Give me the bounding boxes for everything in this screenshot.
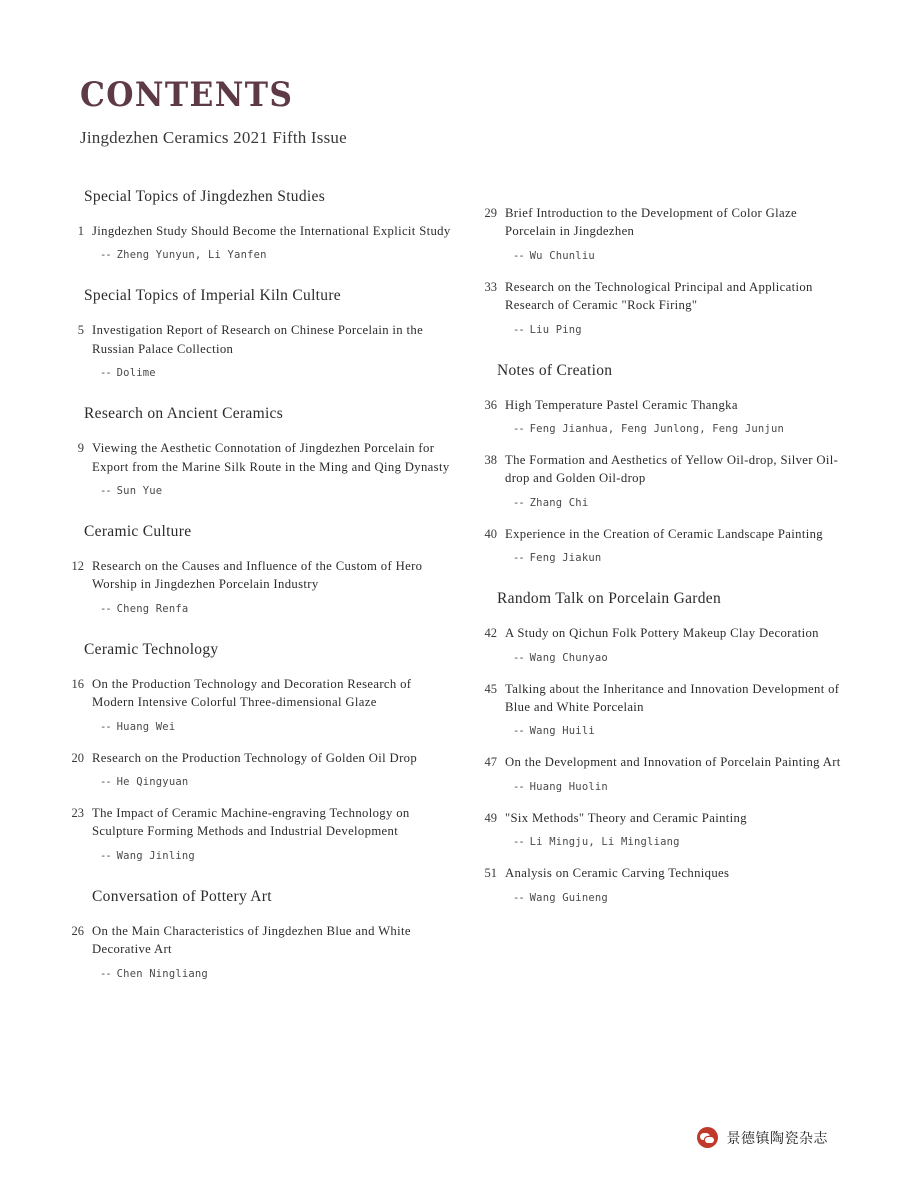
author-names: He Qingyuan	[116, 776, 189, 789]
author-dash-icon: --	[513, 323, 524, 336]
entry-body	[92, 557, 453, 615]
entry-title[interactable]: The Impact of Ceramic Machine-engraving Technology on Sculpture Forming Methods and Industrial Development	[92, 806, 410, 839]
issue-subtitle: Jingdezhen Ceramics 2021 Fifth Issue	[80, 127, 347, 147]
author-names: Wang Huili	[529, 725, 595, 738]
author-dash-icon: --	[513, 423, 524, 436]
author-names: Li Mingju, Li Mingliang	[529, 836, 680, 849]
entry-title[interactable]: Research on the Production Technology of Golden Oil Drop	[92, 750, 418, 765]
author-dash-icon: --	[513, 552, 524, 565]
entry-body	[505, 864, 848, 903]
entry-page-number: 5	[77, 323, 84, 338]
contents-columns	[58, 188, 848, 980]
author-names: Chen Ningliang	[116, 967, 208, 980]
entry-body	[92, 804, 453, 862]
entry-page-number: 23	[71, 806, 84, 821]
entry-title[interactable]: "Six Methods" Theory and Ceramic Painting	[505, 810, 747, 825]
entry-title[interactable]: A Study on Qichun Folk Pottery Makeup Clay Decoration	[505, 626, 819, 641]
section-heading: Ceramic Culture	[84, 523, 192, 541]
entry-body	[505, 525, 848, 564]
author-dash-icon: --	[100, 367, 111, 380]
toc-entry[interactable]	[58, 749, 453, 788]
entry-body	[505, 278, 848, 336]
toc-entry[interactable]	[471, 278, 848, 336]
entry-authors	[92, 603, 453, 615]
entry-title[interactable]: Experience in the Creation of Ceramic Landscape Painting	[505, 526, 823, 541]
entry-body	[505, 680, 848, 738]
entry-authors	[505, 324, 848, 336]
entry-authors	[505, 497, 848, 509]
entry-title[interactable]: Brief Introduction to the Development of Color Glaze Porcelain in Jingdezhen	[505, 206, 797, 239]
entry-page-number: 9	[77, 441, 84, 456]
entry-page-number: 42	[484, 626, 497, 641]
entry-authors	[92, 367, 453, 379]
author-dash-icon: --	[513, 891, 524, 904]
page-title: CONTENTS	[80, 75, 294, 115]
author-names: Feng Jianhua, Feng Junlong, Feng Junjun	[529, 423, 784, 436]
entry-body	[505, 624, 848, 663]
entry-title[interactable]: On the Production Technology and Decoration Research of Modern Intensive Colorful Three-dimensional Glaze	[92, 676, 412, 710]
section-heading: Conversation of Pottery Art	[92, 887, 272, 905]
entry-authors	[505, 836, 848, 848]
author-names: Sun Yue	[116, 485, 163, 498]
entry-page-number: 12	[71, 559, 84, 574]
entry-title[interactable]: High Temperature Pastel Ceramic Thangka	[505, 397, 738, 412]
entry-body	[505, 204, 848, 262]
entry-authors	[92, 776, 453, 788]
entry-title[interactable]: Research on the Causes and Influence of the Custom of Hero Worship in Jingdezhen Porcelain Industry	[92, 559, 423, 592]
entry-body	[92, 675, 453, 733]
entry-page-number: 26	[71, 923, 84, 938]
section-heading: Random Talk on Porcelain Garden	[497, 590, 722, 608]
entry-title[interactable]: Research on the Technological Principal and Application Research of Ceramic "Rock Firing"	[505, 279, 813, 313]
entry-authors	[505, 781, 848, 793]
author-dash-icon: --	[100, 776, 111, 789]
entry-title[interactable]: Talking about the Inheritance and Innovation Development of Blue and White Porcelain	[505, 681, 840, 715]
entry-title[interactable]: Investigation Report of Research on Chinese Porcelain in the Russian Palace Collection	[92, 323, 424, 356]
author-dash-icon: --	[513, 725, 524, 738]
author-dash-icon: --	[100, 602, 111, 615]
entry-page-number: 47	[484, 755, 497, 770]
toc-entry[interactable]	[58, 222, 453, 261]
contents-column-right	[453, 188, 848, 980]
entry-body	[92, 922, 453, 980]
entry-authors	[92, 249, 453, 261]
author-dash-icon: --	[100, 967, 111, 980]
entry-page-number: 20	[71, 750, 84, 765]
entry-page-number: 40	[484, 526, 497, 541]
entry-page-number: 51	[484, 866, 497, 881]
author-dash-icon: --	[513, 651, 524, 664]
section-heading: Research on Ancient Ceramics	[84, 405, 284, 423]
entry-authors	[505, 552, 848, 564]
toc-entry[interactable]	[471, 396, 848, 435]
entry-page-number: 38	[484, 453, 497, 468]
toc-entry[interactable]	[58, 922, 453, 980]
author-names: Wang Guineng	[529, 891, 608, 904]
wechat-icon	[697, 1127, 718, 1148]
entry-authors	[505, 423, 848, 435]
entry-authors	[92, 721, 453, 733]
author-dash-icon: --	[513, 836, 524, 849]
entry-page-number: 1	[77, 224, 84, 238]
entry-body	[505, 451, 848, 509]
toc-entry[interactable]	[58, 321, 453, 379]
entry-page-number: 45	[484, 681, 497, 696]
author-names: Wu Chunliu	[529, 249, 595, 262]
entry-page-number: 36	[484, 397, 497, 412]
toc-entry[interactable]	[471, 624, 848, 663]
toc-entry[interactable]	[471, 451, 848, 509]
entry-authors	[505, 652, 848, 664]
contents-column-left	[58, 188, 453, 980]
entry-authors	[92, 968, 453, 980]
entry-title[interactable]: The Formation and Aesthetics of Yellow Oil-drop, Silver Oil-drop and Golden Oil-drop	[505, 453, 839, 486]
masthead	[80, 75, 780, 148]
section-heading: Special Topics of Jingdezhen Studies	[84, 188, 326, 205]
toc-entry[interactable]	[471, 204, 848, 262]
author-names: Feng Jiakun	[529, 552, 602, 565]
entry-body	[92, 749, 453, 788]
author-dash-icon: --	[100, 849, 111, 862]
toc-entry[interactable]	[471, 753, 848, 792]
entry-page-number: 29	[484, 206, 497, 220]
author-names: Dolime	[116, 367, 156, 380]
author-names: Huang Huolin	[529, 780, 608, 793]
toc-entry[interactable]	[58, 675, 453, 733]
author-dash-icon: --	[100, 249, 111, 262]
author-dash-icon: --	[100, 720, 111, 733]
entry-title[interactable]: Jingdezhen Study Should Become the International Explicit Study	[92, 224, 451, 238]
entry-title[interactable]: On the Development and Innovation of Porcelain Painting Art	[505, 755, 841, 770]
entry-authors	[505, 725, 848, 737]
entry-authors	[92, 850, 453, 862]
brand-label: 景德镇陶瓷杂志	[726, 1130, 828, 1147]
author-dash-icon: --	[513, 496, 524, 509]
entry-title[interactable]: Viewing the Aesthetic Connotation of Jingdezhen Porcelain for Export from the Marine Silk Route in the Ming and Qing Dynasty	[92, 441, 450, 474]
entry-body	[92, 222, 453, 261]
author-names: Wang Jinling	[116, 849, 195, 862]
entry-page-number: 33	[484, 279, 497, 294]
toc-entry[interactable]	[471, 680, 848, 738]
entry-title[interactable]: On the Main Characteristics of Jingdezhen Blue and White Decorative Art	[92, 923, 411, 957]
toc-entry[interactable]	[471, 864, 848, 903]
author-names: Huang Wei	[116, 720, 176, 733]
entry-authors	[505, 892, 848, 904]
toc-entry[interactable]	[58, 804, 453, 862]
entry-title[interactable]: Analysis on Ceramic Carving Techniques	[505, 866, 730, 881]
footer-brand	[697, 1127, 829, 1148]
entry-page-number: 16	[71, 676, 84, 691]
entry-page-number: 49	[484, 810, 497, 825]
entry-body	[92, 321, 453, 379]
author-dash-icon: --	[513, 780, 524, 793]
entry-body	[505, 809, 848, 848]
author-dash-icon: --	[513, 249, 524, 262]
entry-body	[505, 753, 848, 792]
author-names: Liu Ping	[529, 323, 582, 336]
author-dash-icon: --	[100, 485, 111, 498]
entry-authors	[92, 485, 453, 497]
author-names: Zheng Yunyun, Li Yanfen	[116, 249, 267, 262]
toc-entry[interactable]	[58, 557, 453, 615]
entry-body	[505, 396, 848, 435]
toc-entry[interactable]	[58, 439, 453, 497]
author-names: Wang Chunyao	[529, 651, 608, 664]
toc-entry[interactable]	[471, 525, 848, 564]
section-heading: Ceramic Technology	[84, 640, 219, 658]
entry-body	[92, 439, 453, 497]
toc-entry[interactable]	[471, 809, 848, 848]
author-names: Cheng Renfa	[116, 602, 189, 615]
entry-authors	[505, 250, 848, 262]
section-heading: Notes of Creation	[497, 361, 613, 379]
section-heading: Special Topics of Imperial Kiln Culture	[84, 287, 341, 305]
author-names: Zhang Chi	[529, 496, 589, 509]
